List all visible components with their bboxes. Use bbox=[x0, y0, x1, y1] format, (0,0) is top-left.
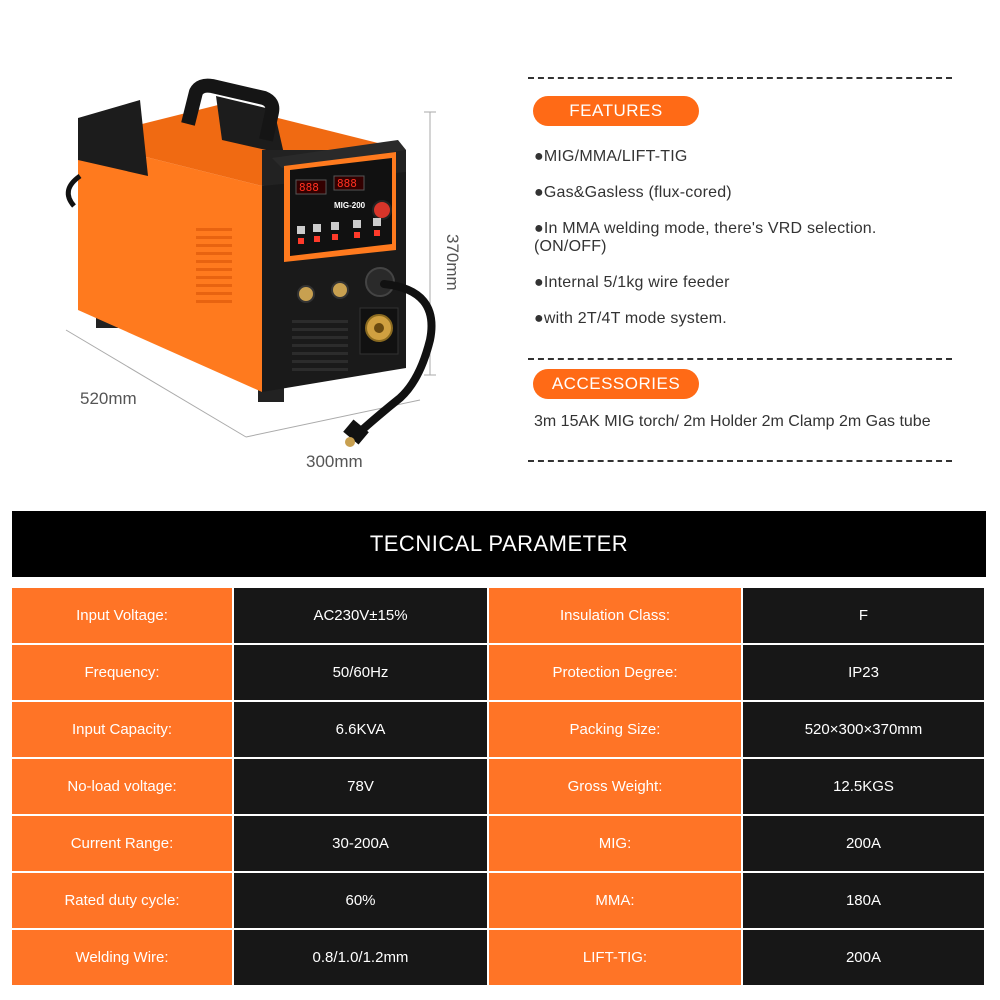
features-title-pill: FEATURES bbox=[533, 96, 699, 126]
param-label: Rated duty cycle: bbox=[12, 873, 232, 928]
display-right: 888 bbox=[337, 177, 357, 190]
dashed-divider-middle bbox=[528, 358, 952, 360]
param-label: Protection Degree: bbox=[489, 645, 741, 700]
param-value: 78V bbox=[234, 759, 487, 814]
param-label: Frequency: bbox=[12, 645, 232, 700]
table-row bbox=[12, 702, 986, 757]
param-value: 12.5KGS bbox=[743, 759, 984, 814]
feature-item: ●Gas&Gasless (flux-cored) bbox=[534, 184, 732, 201]
param-value: 180A bbox=[743, 873, 984, 928]
depth-dimension-label: 300mm bbox=[306, 452, 363, 471]
param-value: AC230V±15% bbox=[234, 588, 487, 643]
accessories-title-pill: ACCESSORIES bbox=[533, 369, 699, 399]
param-value: 60% bbox=[234, 873, 487, 928]
param-value: 6.6KVA bbox=[234, 702, 487, 757]
feature-item: ●Internal 5/1kg wire feeder bbox=[534, 274, 730, 291]
table-row bbox=[12, 816, 986, 871]
param-label: Welding Wire: bbox=[12, 930, 232, 985]
width-dimension-label: 520mm bbox=[80, 389, 137, 408]
param-value: F bbox=[743, 588, 984, 643]
feature-item: ●with 2T/4T mode system. bbox=[534, 310, 727, 327]
table-row bbox=[12, 588, 986, 643]
param-label: Current Range: bbox=[12, 816, 232, 871]
param-label: Input Capacity: bbox=[12, 702, 232, 757]
param-label: LIFT-TIG: bbox=[489, 930, 741, 985]
dashed-divider-top bbox=[528, 77, 952, 79]
param-label: Insulation Class: bbox=[489, 588, 741, 643]
table-row bbox=[12, 645, 986, 700]
param-label: MIG: bbox=[489, 816, 741, 871]
param-label: No-load voltage: bbox=[12, 759, 232, 814]
table-row bbox=[12, 873, 986, 928]
table-row bbox=[12, 759, 986, 814]
welder-machine-illustration bbox=[0, 0, 500, 500]
dashed-divider-bottom bbox=[528, 460, 952, 462]
product-illustration bbox=[0, 0, 500, 500]
accessories-text: 3m 15AK MIG torch/ 2m Holder 2m Clamp 2m Gas tube bbox=[534, 413, 931, 430]
param-value: IP23 bbox=[743, 645, 984, 700]
height-dimension-label: 370mm bbox=[443, 234, 462, 291]
param-value: 50/60Hz bbox=[234, 645, 487, 700]
parameter-table bbox=[12, 588, 986, 987]
param-value: 200A bbox=[743, 816, 984, 871]
param-value: 0.8/1.0/1.2mm bbox=[234, 930, 487, 985]
param-label: Packing Size: bbox=[489, 702, 741, 757]
param-label: Gross Weight: bbox=[489, 759, 741, 814]
param-label: MMA: bbox=[489, 873, 741, 928]
display-left: 888 bbox=[299, 181, 319, 194]
param-label: Input Voltage: bbox=[12, 588, 232, 643]
feature-item: ●MIG/MMA/LIFT-TIG bbox=[534, 148, 688, 165]
table-row bbox=[12, 930, 986, 985]
feature-item: ●In MMA welding mode, there's VRD selection. (ON/OFF) bbox=[534, 220, 877, 255]
param-value: 30-200A bbox=[234, 816, 487, 871]
param-value: 520×300×370mm bbox=[743, 702, 984, 757]
param-value: 200A bbox=[743, 930, 984, 985]
model-label: MIG-200 bbox=[334, 201, 366, 210]
technical-parameter-header: TECNICAL PARAMETER bbox=[12, 511, 986, 577]
